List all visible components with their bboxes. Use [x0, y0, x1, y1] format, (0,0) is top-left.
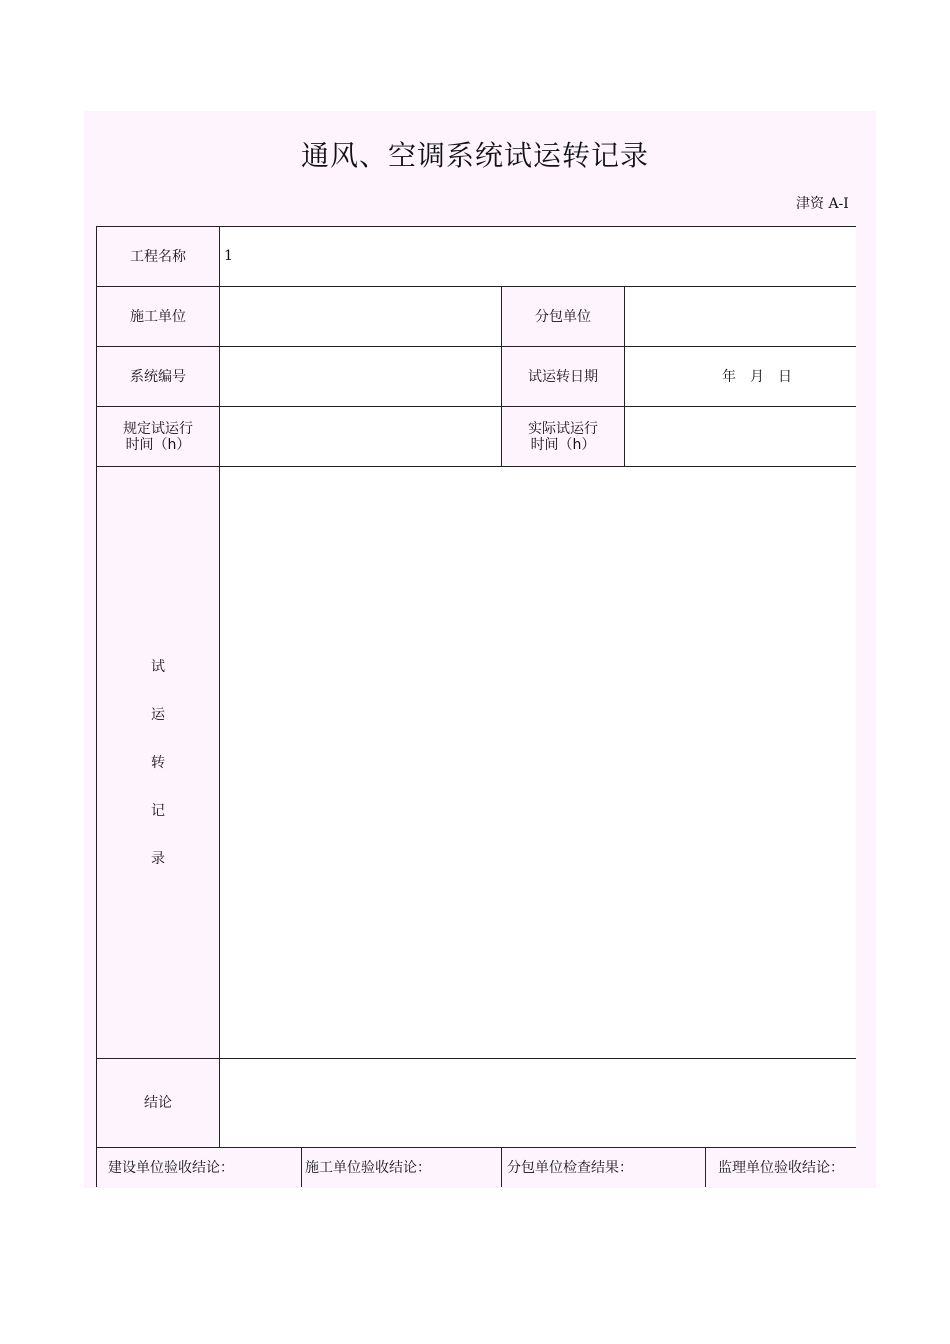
construction-unit-value [220, 287, 501, 346]
subcontract-unit-value [625, 287, 856, 346]
record-label-char: 运 [151, 707, 165, 723]
system-number-label: 系统编号 [130, 368, 186, 385]
subcontractor-check-label: 分包单位检查结果： [507, 1160, 633, 1176]
form-code: 津资 A-I [796, 196, 849, 212]
record-label-char: 记 [151, 803, 165, 819]
planned-time-value [220, 407, 501, 466]
system-number-value [220, 347, 501, 406]
column-border [705, 1147, 706, 1187]
planned-time-label [97, 407, 219, 466]
conclusion-label: 结论 [144, 1095, 172, 1111]
actual-time-value [625, 407, 856, 466]
trial-date-value: 年 月 日 [722, 368, 792, 385]
actual-time-label [502, 407, 624, 466]
record-label-char: 录 [151, 851, 165, 867]
owner-acceptance-label: 建设单位验收结论： [108, 1160, 234, 1176]
record-label-char: 转 [151, 755, 165, 771]
record-value [220, 467, 856, 1058]
supervisor-acceptance-label: 监理单位验收结论： [718, 1160, 844, 1176]
actual-time-label-line1: 实际试运行 [528, 420, 598, 437]
project-name-value-area[interactable] [220, 227, 856, 286]
page-title: 通风、空调系统试运转记录 [300, 139, 649, 172]
actual-time-label-line2: 时间（h） [530, 436, 596, 453]
project-name-label: 工程名称 [130, 248, 186, 265]
record-label-char: 试 [151, 659, 165, 675]
planned-time-label-line1: 规定试运行 [123, 420, 193, 437]
planned-time-label-line2: 时间（h） [125, 436, 191, 453]
conclusion-value [220, 1059, 856, 1147]
trial-date-label: 试运转日期 [528, 368, 598, 385]
subcontract-unit-label: 分包单位 [535, 308, 591, 325]
record-label [97, 643, 219, 883]
construction-unit-label: 施工单位 [130, 308, 186, 325]
project-name-value: 1 [224, 248, 233, 264]
contractor-acceptance-label: 施工单位验收结论： [305, 1160, 431, 1176]
